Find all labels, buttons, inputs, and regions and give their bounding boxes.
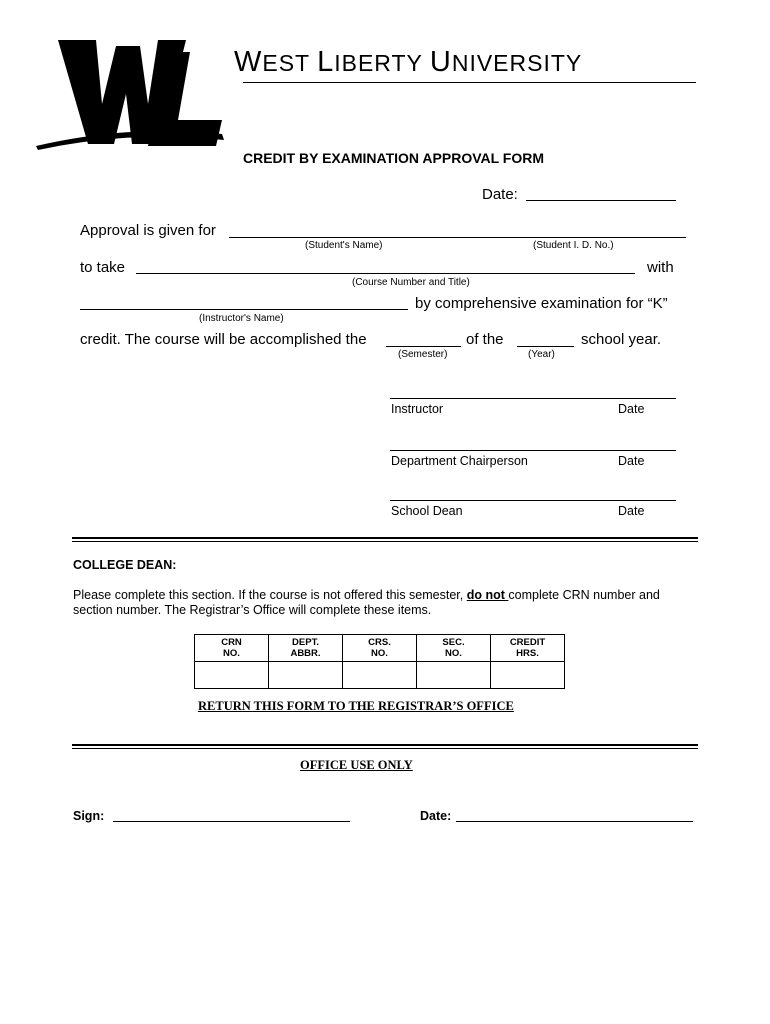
school-year-label: school year.: [581, 331, 662, 348]
dean-signature-line[interactable]: [390, 500, 676, 501]
credit-hours-cell[interactable]: [491, 662, 565, 689]
instructor-signature-label: Instructor: [391, 402, 444, 416]
credit-text: credit. The course will be accomplished the: [80, 331, 367, 348]
course-caption: (Course Number and Title): [352, 277, 470, 288]
section-divider-thin: [72, 541, 698, 542]
semester-field[interactable]: [386, 346, 461, 347]
date-field[interactable]: [526, 200, 676, 201]
comprehensive-text: by comprehensive examination for “K”: [415, 295, 668, 312]
course-no-header: CRS. NO.: [343, 635, 417, 662]
college-dean-instructions: Please complete this section. If the course is not offered this semester, do not complete CRN number and: [73, 588, 660, 602]
section-no-header: SEC. NO.: [417, 635, 491, 662]
to-take-label: to take: [80, 259, 126, 276]
dept-abbr-cell[interactable]: [269, 662, 343, 689]
year-caption: (Year): [528, 349, 555, 360]
crn-cell[interactable]: [195, 662, 269, 689]
section-divider: [72, 537, 698, 539]
section-no-cell[interactable]: [417, 662, 491, 689]
instructor-name-caption: (Instructor's Name): [199, 313, 284, 324]
student-name-caption: (Student's Name): [305, 240, 383, 251]
sign-field[interactable]: [113, 821, 350, 822]
dean-date-label: Date: [618, 504, 645, 518]
instructor-name-field[interactable]: [80, 309, 408, 310]
office-use-heading: OFFICE USE ONLY: [300, 758, 413, 772]
office-date-field[interactable]: [456, 821, 693, 822]
crn-header: CRN NO.: [195, 635, 269, 662]
approval-label: Approval is given for: [80, 222, 216, 239]
date-label: Date:: [482, 186, 518, 203]
office-divider: [72, 744, 698, 746]
instructor-date-label: Date: [618, 402, 645, 416]
form-title: CREDIT BY EXAMINATION APPROVAL FORM: [243, 150, 545, 166]
semester-caption: (Semester): [398, 349, 448, 360]
student-name-field[interactable]: [229, 237, 686, 238]
course-no-cell[interactable]: [343, 662, 417, 689]
chairperson-date-label: Date: [618, 454, 645, 468]
course-info-table: [194, 634, 565, 689]
college-dean-heading: COLLEGE DEAN:: [73, 558, 177, 572]
student-id-caption: (Student I. D. No.): [533, 240, 614, 251]
university-logo: [36, 34, 226, 154]
year-field[interactable]: [517, 346, 574, 347]
return-form-notice: RETURN THIS FORM TO THE REGISTRAR’S OFFICE: [198, 699, 514, 713]
university-name: WEST LIBERTY UNIVERSITY: [234, 46, 583, 78]
chairperson-signature-label: Department Chairperson: [391, 454, 528, 468]
sign-label: Sign:: [73, 809, 105, 823]
instructor-signature-line[interactable]: [390, 398, 676, 399]
course-field[interactable]: [136, 273, 635, 274]
college-dean-instructions-line2: section number. The Registrar’s Office will complete these items.: [73, 603, 432, 617]
office-date-label: Date:: [420, 809, 452, 823]
do-not-emphasis: do not: [466, 588, 509, 602]
credit-hours-header: CREDIT HRS.: [491, 635, 565, 662]
dean-signature-label: School Dean: [391, 504, 463, 518]
office-divider-thin: [72, 748, 698, 749]
with-label: with: [647, 259, 674, 276]
of-the-label: of the: [466, 331, 504, 348]
chairperson-signature-line[interactable]: [390, 450, 676, 451]
dept-abbr-header: DEPT. ABBR.: [269, 635, 343, 662]
header-rule: [243, 82, 696, 83]
